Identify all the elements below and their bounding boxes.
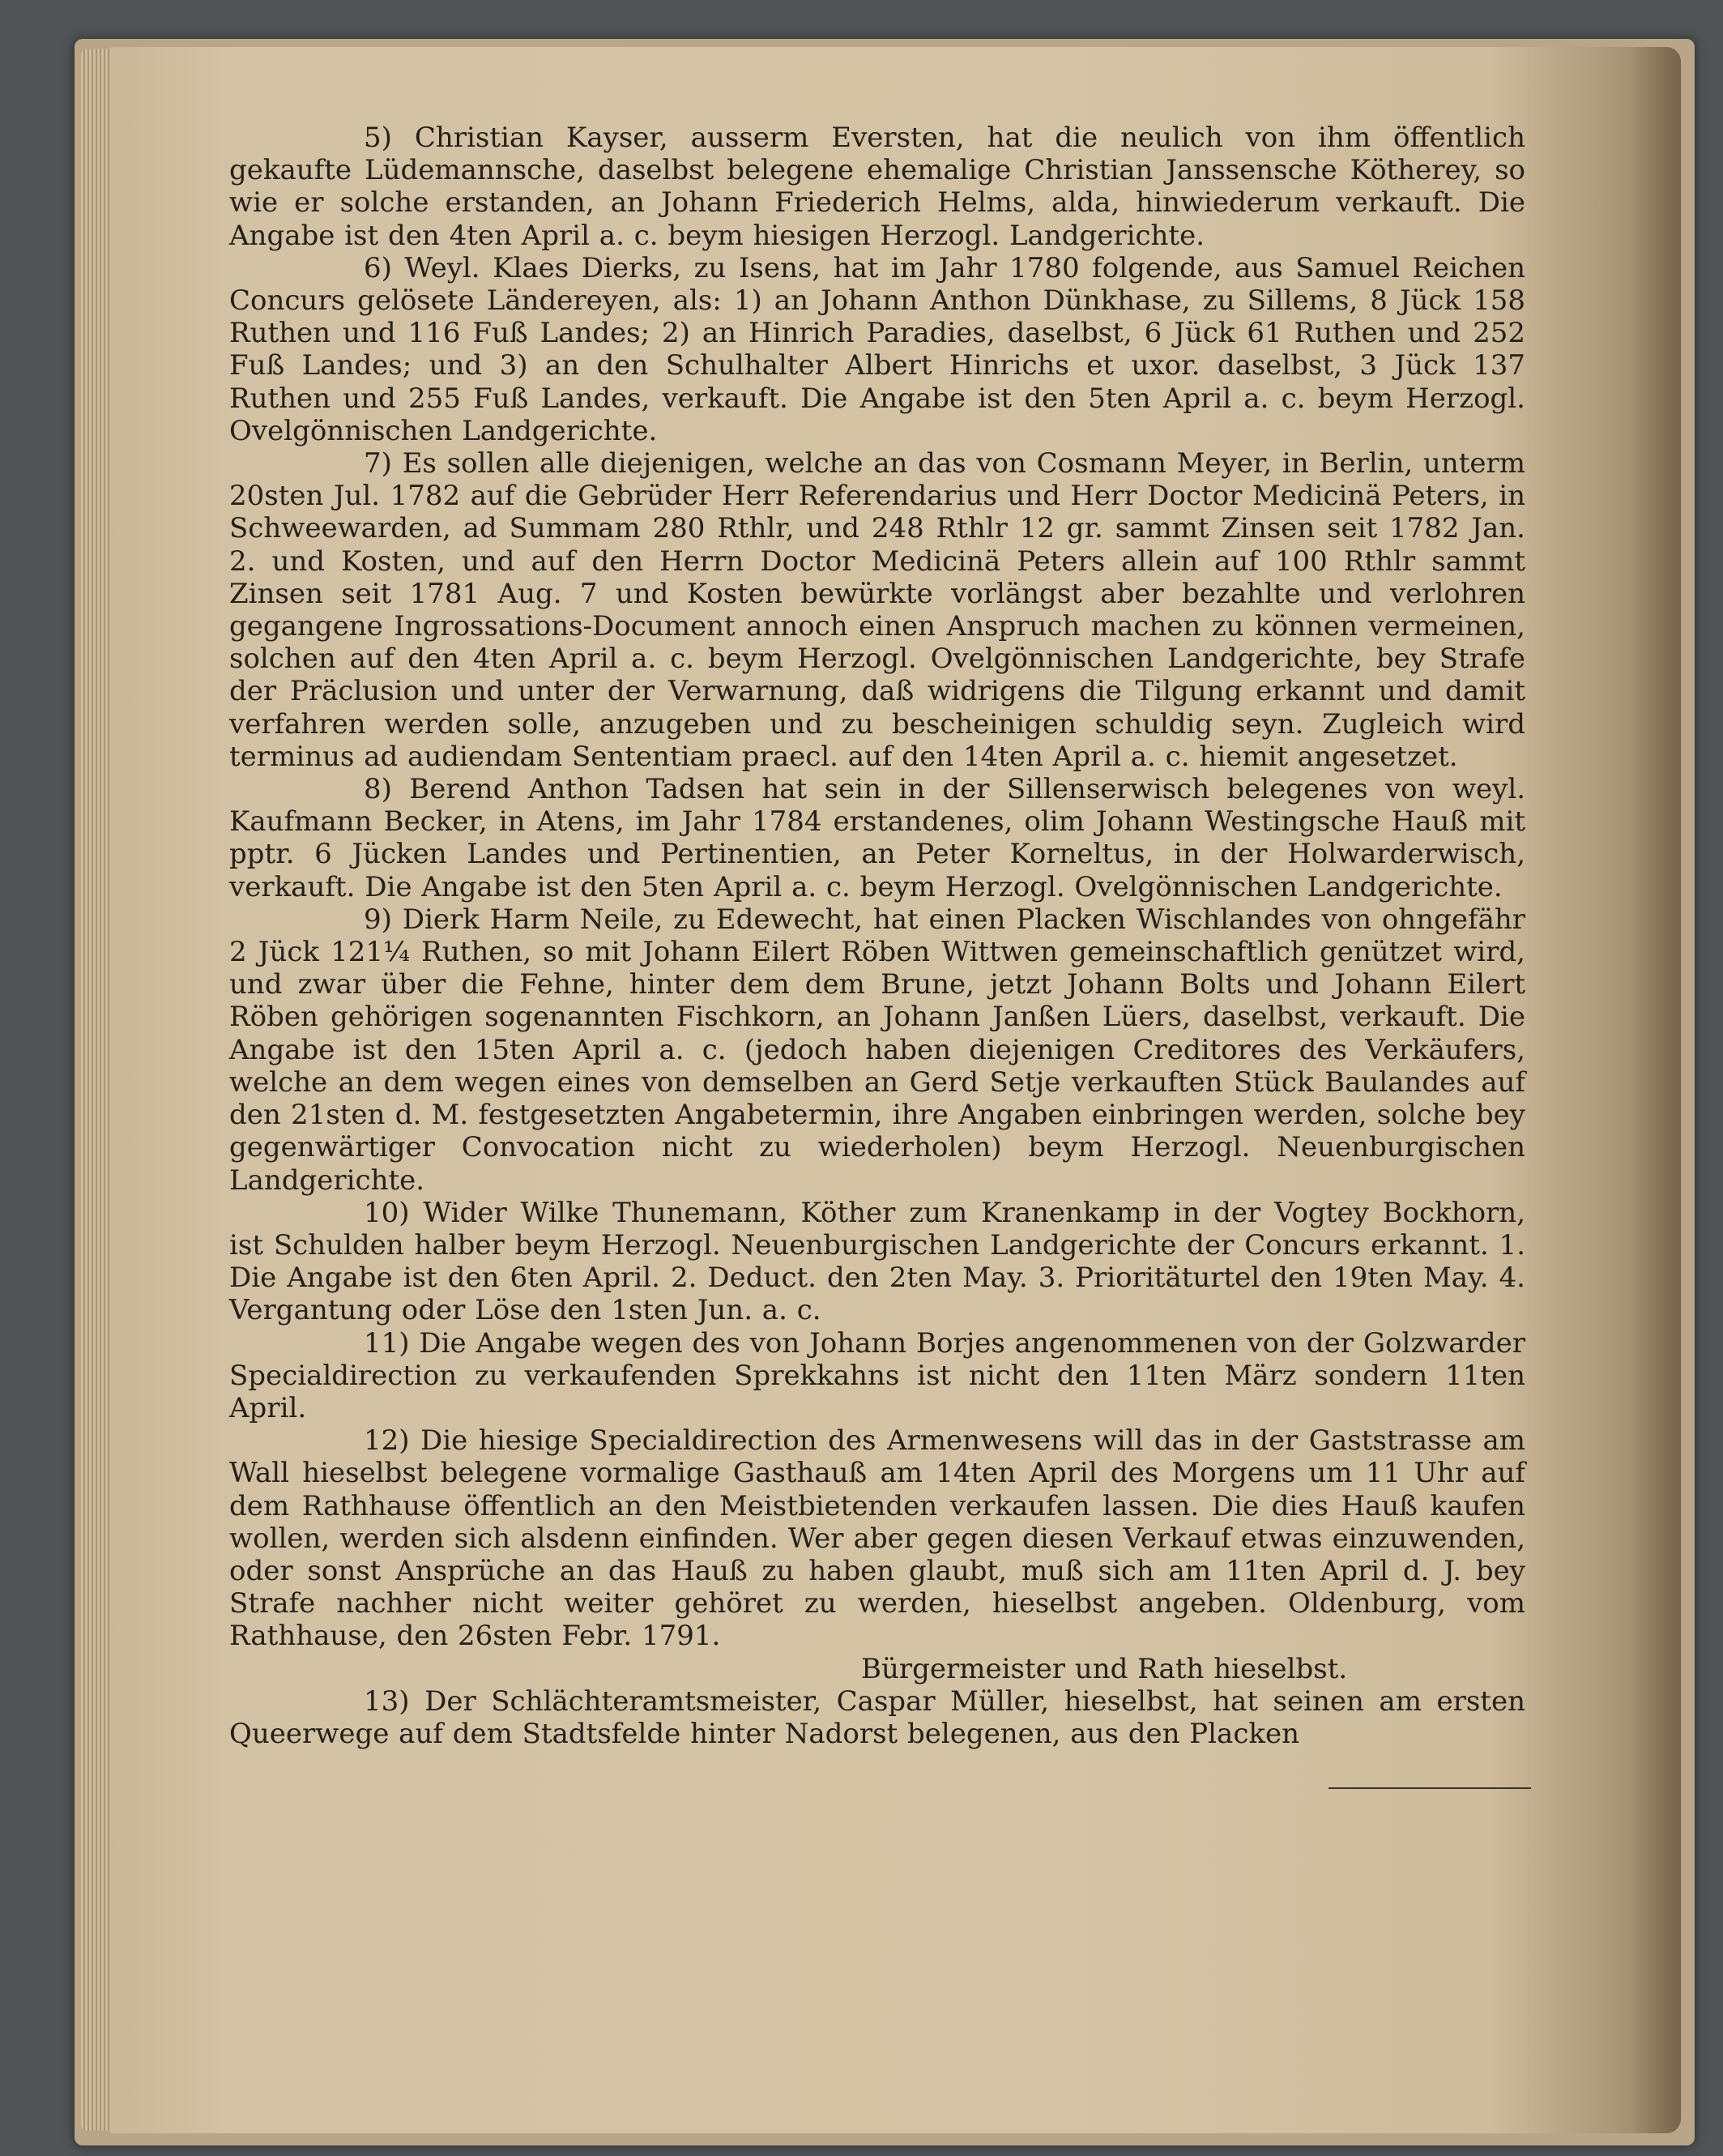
entry-6: 6) Weyl. Klaes Dierks, zu Isens, hat im Jahr 1780 folgende, aus Samuel Reichen Concurs gelösete Ländereyen, als: 1) an Johann Anthon Dünkhase, zu Sillems, 8 Jück 158 Ruthen und 116 Fuß Landes; 2) an Hinrich Paradies, daselbst, 6 Jück 61 Ruthen und 252 Fuß Landes; und 3) an den Schulhalter Albert Hinrichs et uxor. daselbst, 3 Jück 137 Ruthen und 255 Fuß Landes, verkauft. Die Angabe ist den 5ten April a. c. beym Herzogl. Ovelgönnischen Landgerichte. [229,251,1525,447]
entry-13: 13) Der Schlächteramtsmeister, Caspar Müller, hieselbst, hat seinen am ersten Queerwege auf dem Stadtsfelde hinter Nadorst belegenen, aus den Placken [229,1684,1525,1750]
entry-7: 7) Es sollen alle diejenigen, welche an das von Cosmann Meyer, in Berlin, unterm 20sten Jul. 1782 auf die Gebrüder Herr Referendarius und Herr Doctor Medicinä Peters, in Schweewarden, ad Summam 280 Rthlr, und 248 Rthlr 12 gr. sammt Zinsen seit 1782 Jan. 2. und Kosten, und auf den Herrn Doctor Medicinä Peters allein auf 100 Rthlr sammt Zinsen seit 1781 Aug. 7 und Kosten bewürkte vorlängst aber bezahlte und verlohren gegangene Ingrossations-Document annoch einen Anspruch machen zu können vermeinen, solchen auf den 4ten April a. c. beym Herzogl. Ovelgönnischen Landgerichte, bey Strafe der Präclusion und unter der Verwarnung, daß widrigens die Tilgung erkannt und damit verfahren werden solle, anzugeben und zu bescheinigen schuldig seyn. Zugleich wird terminus ad audiendam Sententiam praecl. auf den 14ten April a. c. hiemit angesetzet. [229,447,1525,773]
entry-10: 10) Wider Wilke Thunemann, Köther zum Kranenkamp in der Vogtey Bockhorn, ist Schulden halber beym Herzogl. Neuenburgischen Landgerichte der Concurs erkannt. 1. Die Angabe ist den 6ten April. 2. Deduct. den 2ten May. 3. Prioritäturtel den 19ten May. 4. Vergantung oder Löse den 1sten Jun. a. c. [229,1196,1525,1327]
signature-line: Bürgermeister und Rath hieselbst. [861,1652,1348,1685]
entry-5: 5) Christian Kayser, ausserm Eversten, hat die neulich von ihm öffentlich gekaufte Lüdemannsche, daselbst belegene ehemalige Christian Janssensche Kötherey, so wie er solche erstanden, an Johann Friederich Helms, alda, hinwiederum verkauft. Die Angabe ist den 4ten April a. c. beym hiesigen Herzogl. Landgerichte. [229,122,1525,252]
entry-8: 8) Berend Anthon Tadsen hat sein in der Sillenserwisch belegenes von weyl. Kaufmann Becker, in Atens, im Jahr 1784 erstandenes, olim Johann Westingsche Hauß mit pptr. 6 Jücken Landes und Pertinentien, an Peter Korneltus, in der Holwarderwisch, verkauft. Die Angabe ist den 5ten April a. c. beym Herzogl. Ovelgönnischen Landgerichte. [229,773,1525,903]
entry-11: 11) Die Angabe wegen des von Johann Borjes angenommenen von der Golzwarder Specialdirection zu verkaufenden Sprekkahns ist nicht den 11ten März sondern 11ten April. [229,1326,1525,1424]
separator-rule [1329,1787,1531,1789]
entry-9: 9) Dierk Harm Neile, zu Edewecht, hat einen Placken Wischlandes von ohngefähr 2 Jück 121¼ Ruthen, so mit Johann Eilert Röben Wittwen gemeinschaftlich genützet wird, und zwar über die Fehne, hinter dem dem Brune, jetzt Johann Bolts und Johann Eilert Röben gehörigen sogenannten Fischkorn, an Johann Janßen Lüers, daselbst, verkauft. Die Angabe ist den 15ten April a. c. (jedoch haben diejenigen Creditores des Verkäufers, welche an dem wegen eines von demselben an Gerd Setje verkauften Stück Baulandes auf den 21sten d. M. festgesetzten Angabetermin, ihre Angaben einbringen werden, solche bey gegenwärtiger Convocation nicht zu wiederholen) beym Herzogl. Neuenburgischen Landgerichte. [229,903,1525,1197]
entry-12: 12) Die hiesige Specialdirection des Armenwesens will das in der Gaststrasse am Wall hieselbst belegene vormalige Gasthauß am 14ten April des Morgens um 11 Uhr auf dem Rathhause öffentlich an den Meistbietenden verkaufen lassen. Die dies Hauß kaufen wollen, werden sich alsdenn einfinden. Wer aber gegen diesen Verkauf etwas einzuwenden, oder sonst Ansprüche an das Hauß zu haben glaubt, muß sich am 11ten April d. J. bey Strafe nachher nicht weiter gehöret zu werden, hieselbst angeben. Oldenburg, vom Rathhause, den 26sten Febr. 1791. [229,1424,1525,1653]
page-text [229,122,1525,1750]
page-gutter-shadow [1632,47,1681,2133]
